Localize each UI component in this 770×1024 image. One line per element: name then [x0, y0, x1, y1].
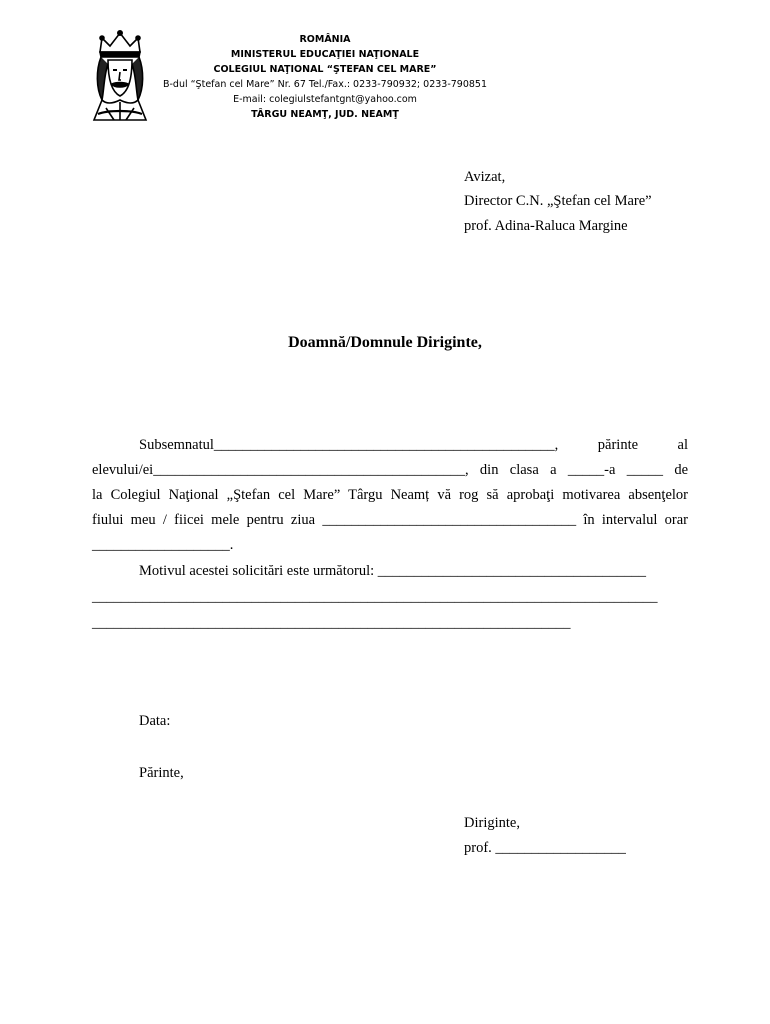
body-line-3: la Colegiul Naţional „Ştefan cel Mare” Târgu Neamț vă rog să aprobaţi motivarea absenţelor	[92, 487, 688, 503]
header-ministry: MINISTERUL EDUCAŢIEI NAŢIONALE	[230, 49, 420, 60]
reason-line-1: Motivul acestei solicitări este următorul: _____________________________________	[139, 563, 647, 579]
reason-line-2: ______________________________________________________________________________	[92, 589, 658, 605]
body-line-2-c: de	[674, 462, 689, 478]
body-line-1-a: Subsemnatul_______________________________________________,	[139, 437, 559, 453]
parent-signature-label: Părinte,	[139, 765, 184, 781]
teacher-signature-line: prof. __________________	[464, 840, 626, 856]
body-line-1	[139, 436, 688, 454]
header-email: E-mail: colegiulstefantgnt@yahoo.com	[233, 94, 417, 105]
date-label: Data:	[139, 713, 171, 729]
header-country: ROMÂNIA	[299, 34, 351, 45]
body-line-2-b: din clasa a _____-a _____	[479, 462, 663, 478]
body-line-2-a: elevului/ei___________________________________________,	[92, 462, 469, 478]
reason-line-3: __________________________________________________________________	[92, 615, 571, 631]
header-school: COLEGIUL NAŢIONAL “ŞTEFAN CEL MARE”	[213, 64, 437, 75]
header-address: B-dul “Ştefan cel Mare” Nr. 67 Tel./Fax.: 0233-790932; 0233-790851	[162, 79, 488, 90]
body-line-1-b: părinte	[597, 437, 639, 453]
body-line-5: ___________________.	[92, 537, 234, 553]
school-crest-logo	[92, 30, 148, 122]
approval-name: prof. Adina-Raluca Margine	[464, 218, 628, 234]
body-line-1-c: al	[677, 437, 688, 453]
body-line-4-c: în intervalul orar	[583, 512, 688, 528]
teacher-label: Diriginte,	[464, 815, 520, 831]
approval-label: Avizat,	[464, 169, 506, 185]
body-line-4-b: ___________________________________	[322, 512, 577, 528]
letter-title: Doamnă/Domnule Diriginte,	[288, 334, 482, 351]
body-line-4	[92, 511, 688, 529]
body-line-4-a: fiului meu / fiicei mele pentru ziua	[92, 512, 316, 528]
header-city: TÂRGU NEAMŢ, JUD. NEAMŢ	[251, 109, 399, 120]
approval-director: Director C.N. „Ştefan cel Mare”	[464, 193, 652, 209]
body-line-2	[92, 461, 688, 479]
